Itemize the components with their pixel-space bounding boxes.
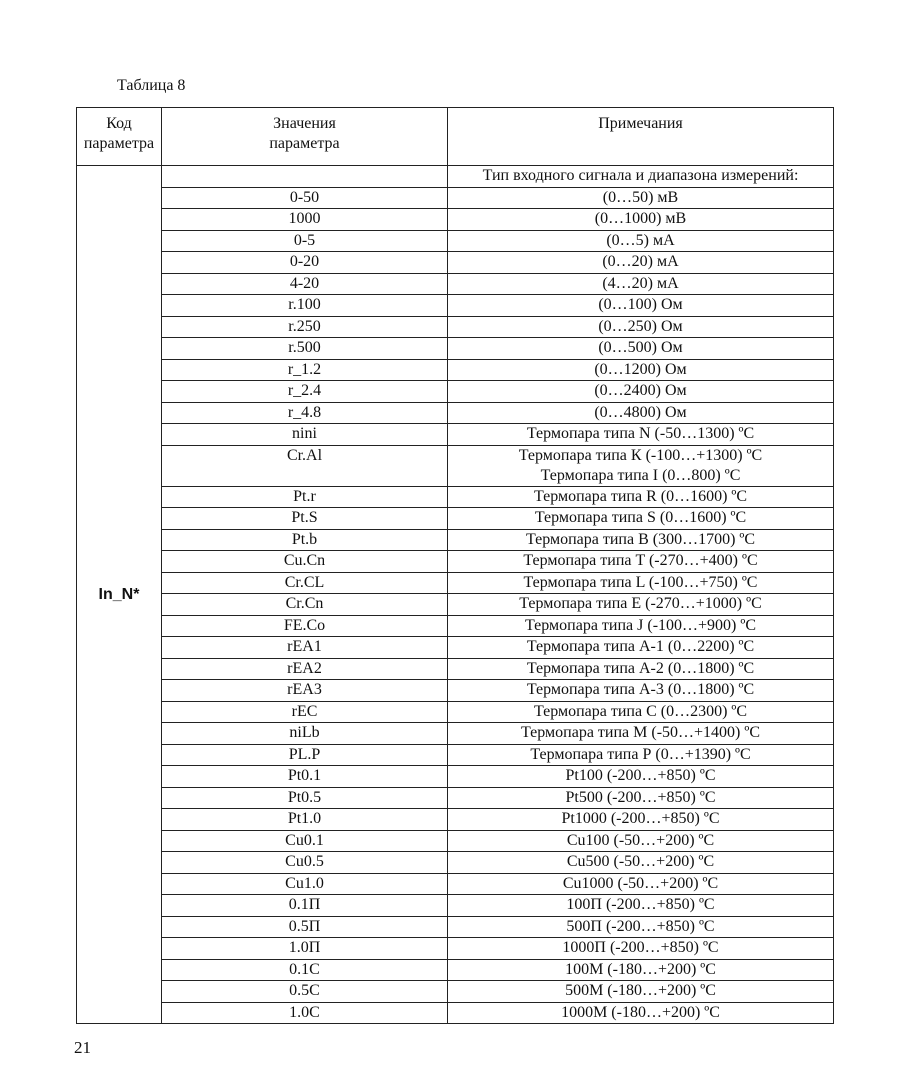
note-text: Cu1000 (-50…+200) ºС [562,874,719,892]
note-cell [448,486,834,508]
parameter-value: 4-20 [289,274,320,292]
value-cell [162,637,448,659]
header-code [77,108,162,166]
parameter-value: Cu0.5 [285,853,324,870]
note-cell [448,830,834,852]
value-cell [162,359,448,381]
header-code-line2: параметра [83,135,155,152]
table-row [77,1002,834,1024]
value-cell [162,852,448,874]
table-row [77,809,834,831]
table-row [77,938,834,960]
table-row [77,680,834,702]
note-cell [448,529,834,551]
parameter-value: Pt0.1 [287,767,322,784]
value-cell [162,938,448,960]
parameter-value: Cu1.0 [285,874,324,892]
header-values-line1: Значения [273,115,336,132]
note-text: Термопара типа М (-50…+1400) ºС [521,724,760,741]
value-cell [162,615,448,637]
parameter-value: 1000 [288,210,321,227]
note-text: (0…1000) мВ [594,210,687,227]
note-cell [448,594,834,616]
note-text: Cu100 (-50…+200) ºС [566,831,715,849]
value-cell [162,486,448,508]
note-cell [448,680,834,702]
value-cell [162,381,448,403]
note-cell [448,402,834,424]
value-cell [162,809,448,831]
parameter-value: Pt.b [291,530,318,548]
header-values-line2: параметра [269,135,340,152]
table-row [77,658,834,680]
value-cell [162,295,448,317]
parameter-value: 1.0С [289,1003,320,1021]
note-text: 500М (-180…+200) ºС [565,982,716,999]
parameter-value: r_1.2 [287,360,322,378]
note-cell [448,959,834,981]
table-row [77,551,834,573]
note-cell [448,252,834,274]
header-notes [448,108,834,166]
value-cell [162,316,448,338]
table-row [77,852,834,874]
value-cell [162,402,448,424]
intro-note: Тип входного сигнала и диапазона измерений: [482,167,799,184]
table-row [77,338,834,360]
parameter-value: Pt.r [293,487,316,505]
note-text: (0…250) Ом [598,317,683,335]
table-row [77,615,834,637]
note-cell [448,637,834,659]
value-cell [162,273,448,295]
table-row [77,252,834,274]
value-cell [162,424,448,446]
table-row [77,637,834,659]
value-cell [162,572,448,594]
table-row [77,830,834,852]
note-cell [448,445,834,486]
table-row [77,486,834,508]
note-text: Термопара типа А-1 (0…2200) ºС [526,638,755,655]
table-row [77,508,834,530]
note-text: 500П (-200…+850) ºС [566,917,715,935]
note-text: Термопара типа L (-100…+750) ºС [523,573,758,591]
note-text: Pt1000 (-200…+850) ºС [561,810,720,827]
table-row [77,295,834,317]
note-cell [448,551,834,573]
value-cell [162,230,448,252]
parameter-value: 0.5С [289,982,320,999]
note-cell [448,615,834,637]
note-text: (0…4800) Ом [594,403,687,421]
note-text: (0…5) мА [606,231,675,249]
note-cell [448,424,834,446]
note-text: Термопара типа T (-270…+400) ºС [523,552,758,569]
note-text: Термопара типа B (300…1700) ºС [525,530,756,548]
note-cell [448,273,834,295]
parameter-value: rEA2 [287,659,322,677]
note-text: Термопара типа А-3 (0…1800) ºС [526,681,755,698]
parameter-value: niLb [289,724,320,741]
note-text: (0…1200) Ом [594,360,687,378]
note-text: Термопара типа А-2 (0…1800) ºС [526,659,755,677]
note-text: Pt100 (-200…+850) ºС [565,767,716,784]
note-cell [448,316,834,338]
value-cell [162,508,448,530]
value-cell [162,787,448,809]
table-row [77,981,834,1003]
note-text: (0…2400) Ом [594,382,687,399]
parameter-value: Pt1.0 [287,810,322,827]
parameter-value: rEC [291,702,318,720]
value-cell [162,680,448,702]
parameter-value: r.100 [288,296,321,313]
table-row [77,529,834,551]
table-row [77,316,834,338]
parameter-value: Pt.S [291,509,318,526]
parameter-value: 0-50 [289,188,320,206]
note-text: (0…20) мА [602,253,679,270]
note-cell [448,766,834,788]
note-text: (0…100) Ом [598,296,683,313]
note-text: Термопара типа К (-100…+1300) ºС [518,446,763,464]
value-cell [162,594,448,616]
note-text: 100П (-200…+850) ºС [566,896,715,913]
table-row [77,895,834,917]
table-row [77,209,834,231]
parameter-value: Cr.Al [286,446,323,464]
note-text: Термопара типа J (-100…+900) ºС [525,616,756,634]
table-row [77,594,834,616]
note-text: Термопара типа R (0…1600) ºС [533,487,748,505]
note-cell [448,209,834,231]
value-cell [162,209,448,231]
note-cell [448,895,834,917]
note-cell [448,338,834,360]
parameter-value: Pt0.5 [287,788,322,806]
note-text: (4…20) мА [602,274,679,292]
note-cell [448,938,834,960]
table-row [77,766,834,788]
parameter-value: FE.Co [283,616,326,634]
table-row-intro [77,166,834,188]
note-cell [448,381,834,403]
table-row [77,572,834,594]
parameter-value: 0-20 [289,253,320,270]
table-row [77,744,834,766]
note-cell [448,852,834,874]
note-text: Термопара типа С (0…2300) ºС [533,702,748,720]
note-text: Термопара типа S (0…1600) ºС [534,509,747,526]
note-cell [448,787,834,809]
note-text: Cu500 (-50…+200) ºС [566,853,715,870]
parameter-value: 0.5П [288,917,321,935]
header-values [162,108,448,166]
note-text: Термопара типа E (-270…+1000) ºС [519,595,762,612]
value-cell-empty [162,166,448,188]
header-notes-label: Примечания [598,115,683,132]
parameter-value: rEA1 [287,638,322,655]
parameter-value: 0-5 [293,231,316,249]
note-cell [448,572,834,594]
table-row [77,359,834,381]
note-cell [448,1002,834,1024]
value-cell [162,252,448,274]
note-text: 1000П (-200…+850) ºС [562,939,719,956]
parameter-value: r_2.4 [287,382,322,399]
note-text: 1000М (-180…+200) ºС [561,1003,720,1021]
value-cell [162,445,448,486]
value-cell [162,873,448,895]
note-text: Термопара типа Р (0…+1390) ºС [530,745,751,763]
table-row [77,187,834,209]
table-caption: Таблица 8 [117,77,186,94]
header-code-line1: Код [106,115,132,132]
note-cell [448,658,834,680]
parameter-value: r_4.8 [287,403,322,421]
table-row [77,787,834,809]
note-cell [448,508,834,530]
value-cell [162,529,448,551]
parameter-table [76,107,834,1024]
note-cell [448,187,834,209]
note-text: (0…500) Ом [598,339,683,356]
note-cell [448,809,834,831]
value-cell [162,701,448,723]
value-cell [162,916,448,938]
table-row [77,445,834,486]
value-cell [162,744,448,766]
note-cell [448,701,834,723]
table-header-row [77,108,834,166]
parameter-value: r.250 [288,317,321,335]
value-cell [162,551,448,573]
note-cell [448,981,834,1003]
table-row [77,959,834,981]
note-cell [448,916,834,938]
parameter-value: nini [292,425,317,442]
note-text: Pt500 (-200…+850) ºС [565,788,716,806]
table-row [77,701,834,723]
value-cell [162,981,448,1003]
table-row [77,402,834,424]
page-number: 21 [74,1038,91,1057]
note-text: Термопара типа I (0…800) ºС [540,466,741,484]
note-cell [448,295,834,317]
note-text: (0…50) мВ [602,188,679,206]
parameter-value: PL.P [288,745,321,763]
parameter-value: 0.1П [288,896,321,913]
note-text: Термопара типа N (-50…1300) ºС [526,425,755,442]
parameter-value: 1.0П [288,939,321,956]
table-row [77,723,834,745]
table-row [77,273,834,295]
parameter-value: Cu0.1 [285,831,324,849]
value-cell [162,766,448,788]
value-cell [162,187,448,209]
value-cell [162,658,448,680]
note-cell [448,873,834,895]
table-row [77,873,834,895]
table-row [77,916,834,938]
parameter-code-cell [77,166,162,1024]
note-cell [448,723,834,745]
value-cell [162,723,448,745]
value-cell [162,959,448,981]
parameter-code: In_N* [98,585,140,603]
parameter-value: Cu.Cn [283,552,326,569]
parameter-value: rEA3 [287,681,322,698]
table-row [77,424,834,446]
parameter-value: r.500 [288,339,321,356]
table-row [77,230,834,252]
parameter-value: Cr.Cn [285,595,324,612]
note-cell [448,744,834,766]
value-cell [162,895,448,917]
note-cell [448,359,834,381]
note-text: 100М (-180…+200) ºС [565,960,716,978]
value-cell [162,338,448,360]
value-cell [162,1002,448,1024]
note-cell [448,230,834,252]
intro-note-cell [448,166,834,188]
table-row [77,381,834,403]
parameter-value: 0.1С [289,960,320,978]
parameter-value: Cr.CL [284,573,325,591]
value-cell [162,830,448,852]
